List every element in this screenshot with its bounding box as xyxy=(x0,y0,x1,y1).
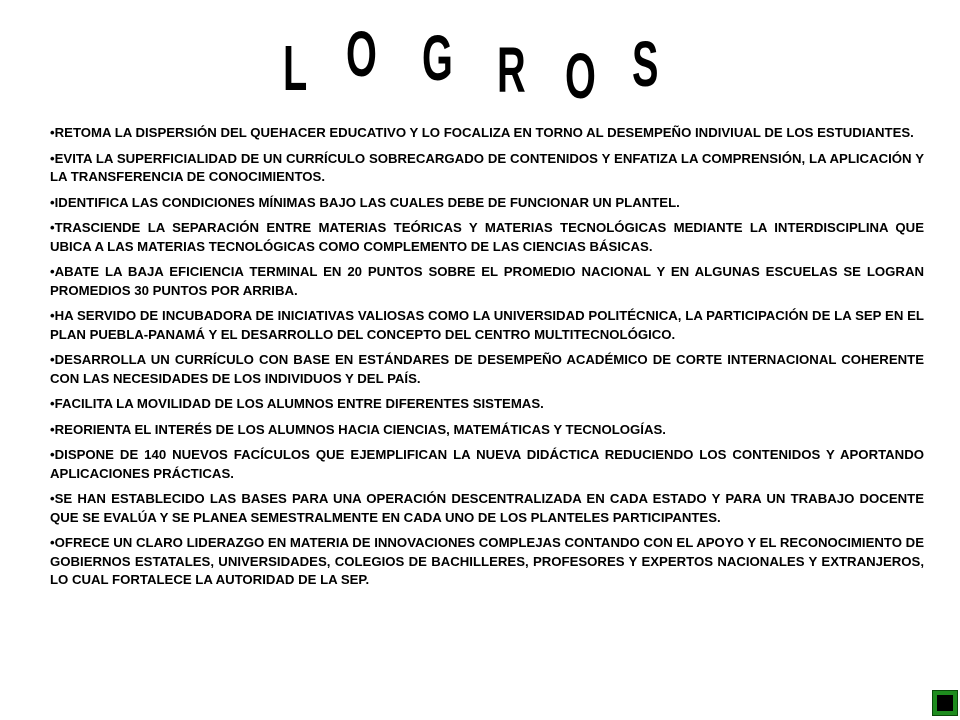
list-item-text: RETOMA LA DISPERSIÓN DEL QUEHACER EDUCATIVO Y LO FOCALIZA EN TORNO AL DESEMPEÑO INDIVIUAL DE LOS ESTUDIANTES. xyxy=(54,125,914,140)
bullet-marker: • xyxy=(50,308,55,324)
list-item-text: HA SERVIDO DE INCUBADORA DE INICIATIVAS VALIOSAS COMO LA UNIVERSIDAD POLITÉCNICA, LA PARTICIPACIÓN DE LA SEP EN EL PLAN PUEBLA-PANAMÁ Y EL DESARROLLO DEL CONCEPTO DEL CENTRO MULTITECNOLÓGICO. xyxy=(50,308,924,342)
title-letter-r: R xyxy=(497,34,526,106)
list-item-text: REORIENTA EL INTERÉS DE LOS ALUMNOS HACIA CIENCIAS, MATEMÁTICAS Y TECNOLOGÍAS. xyxy=(54,421,666,437)
list-item-text: IDENTIFICA LAS CONDICIONES MÍNIMAS BAJO LAS CUALES DEBE DE FUNCIONAR UN PLANTEL. xyxy=(54,194,680,210)
list-item-text: TRASCIENDE LA SEPARACIÓN ENTRE MATERIAS TEÓRICAS Y MATERIAS TECNOLÓGICAS MEDIANTE LA INTERDISCIPLINA QUE UBICA A LAS MATERIAS TECNOLÓGICAS COMO COMPLEMENTO DE LAS CIENCIAS BÁSICAS. xyxy=(50,220,924,254)
list-item-text: DESARROLLA UN CURRÍCULO CON BASE EN ESTÁNDARES DE DESEMPEÑO ACADÉMICO DE CORTE INTERNACIONAL COHERENTE CON LAS NECESIDADES DE LOS INDIVIDUOS Y DEL PAÍS. xyxy=(50,352,924,386)
list-item-text: ABATE LA BAJA EFICIENCIA TERMINAL EN 20 PUNTOS SOBRE EL PROMEDIO NACIONAL Y EN ALGUNAS ESCUELAS SE LOGRAN PROMEDIOS 30 PUNTOS POR ARRIBA. xyxy=(50,264,924,298)
bullet-marker: • xyxy=(50,421,55,437)
title-letter-g: G xyxy=(422,22,453,94)
bullet-marker: • xyxy=(50,491,55,507)
list-item xyxy=(50,150,924,187)
bullet-marker: • xyxy=(50,194,55,210)
bullet-marker: • xyxy=(50,264,55,280)
achievements-list xyxy=(50,124,924,597)
list-item-text: FACILITA LA MOVILIDAD DE LOS ALUMNOS ENTRE DIFERENTES SISTEMAS. xyxy=(54,396,544,412)
bullet-marker: • xyxy=(50,535,55,551)
bullet-marker: • xyxy=(50,125,55,140)
list-item xyxy=(50,490,924,527)
bullet-marker: • xyxy=(50,447,55,463)
title-letter-o: O xyxy=(565,40,596,112)
bullet-marker: • xyxy=(50,220,55,236)
bullet-marker: • xyxy=(50,150,55,166)
list-item xyxy=(50,351,924,388)
title-letter-s: S xyxy=(632,28,659,100)
title-letter-l: L xyxy=(283,32,308,104)
list-item-text: EVITA LA SUPERFICIALIDAD DE UN CURRÍCULO SOBRECARGADO DE CONTENIDOS Y ENFATIZA LA COMPRENSIÓN, LA APLICACIÓN Y LA TRANSFERENCIA DE CONOCIMIENTOS. xyxy=(50,150,924,184)
page-title xyxy=(0,18,960,112)
list-item-text: OFRECE UN CLARO LIDERAZGO EN MATERIA DE INNOVACIONES COMPLEJAS CONTANDO CON EL APOYO Y EL RECONOCIMIENTO DE GOBIERNOS ESTATALES, UNIVERSIDADES, COLEGIOS DE BACHILLERES, PROFESORES Y EXPERTOS NACIONALES Y EXTRANJEROS, LO CUAL FORTALECE LA AUTORIDAD DE LA SEP. xyxy=(50,535,924,588)
bullet-marker: • xyxy=(50,396,55,412)
list-item xyxy=(50,219,924,256)
list-item xyxy=(50,263,924,300)
list-item xyxy=(50,307,924,344)
stop-square-icon xyxy=(937,695,953,711)
list-item-text: SE HAN ESTABLECIDO LAS BASES PARA UNA OPERACIÓN DESCENTRALIZADA EN CADA ESTADO Y PARA UN TRABAJO DOCENTE QUE SE EVALÚA Y SE PLANEA SEMESTRALMENTE EN CADA UNO DE LOS PLANTELES PARTICIPANTES. xyxy=(50,491,924,525)
list-item xyxy=(50,194,924,212)
list-item xyxy=(50,395,924,413)
list-item-text: DISPONE DE 140 NUEVOS FACÍCULOS QUE EJEMPLIFICAN LA NUEVA DIDÁCTICA REDUCIENDO LOS CONTENIDOS Y APORTANDO APLICACIONES PRÁCTICAS. xyxy=(50,447,924,481)
list-item xyxy=(50,421,924,439)
bullet-marker: • xyxy=(50,352,55,368)
list-item xyxy=(50,446,924,483)
list-item xyxy=(50,534,924,589)
list-item xyxy=(50,124,924,142)
end-show-button[interactable] xyxy=(932,690,958,716)
title-letter-o: O xyxy=(346,18,377,90)
